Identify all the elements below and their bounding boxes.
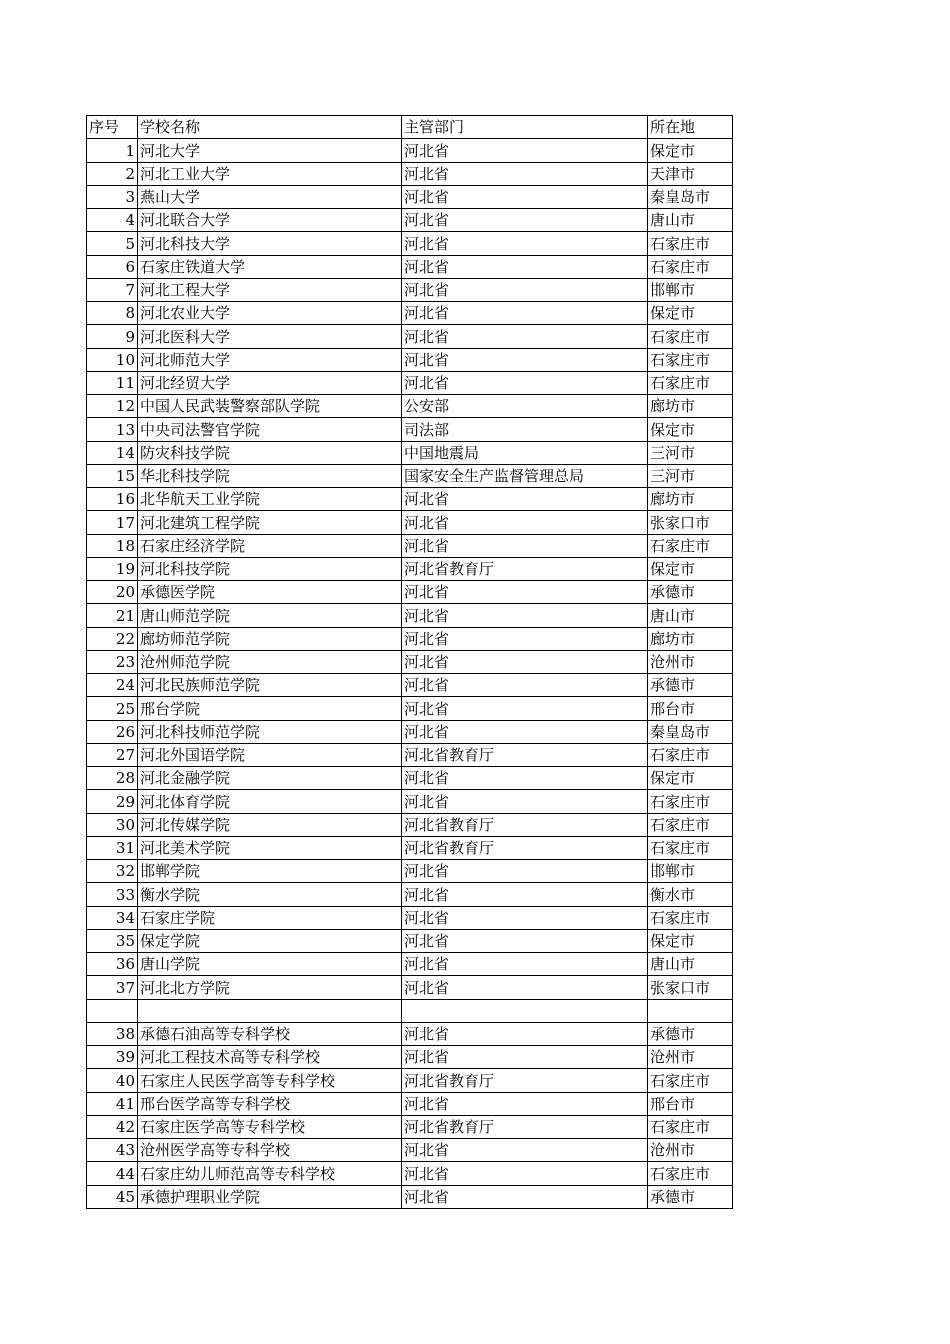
cell-school-name: 保定学院: [138, 929, 402, 952]
cell-number: 43: [87, 1139, 138, 1162]
cell-department: 河北省: [402, 278, 648, 301]
table-row: [87, 209, 733, 232]
cell-number: 25: [87, 697, 138, 720]
table-row: [87, 929, 733, 952]
cell-location: 石家庄市: [648, 325, 733, 348]
cell-location: 石家庄市: [648, 813, 733, 836]
table-body: [87, 139, 733, 1209]
cell-location: 邯郸市: [648, 860, 733, 883]
cell-school-name: 河北传媒学院: [138, 813, 402, 836]
cell-location: 石家庄市: [648, 1115, 733, 1138]
table-row: [87, 836, 733, 859]
cell-location: 秦皇岛市: [648, 720, 733, 743]
table-row: [87, 511, 733, 534]
cell-number: 37: [87, 976, 138, 999]
cell-department: 河北省: [402, 604, 648, 627]
cell-department: 河北省: [402, 534, 648, 557]
cell-department: 中国地震局: [402, 441, 648, 464]
cell-number: 3: [87, 185, 138, 208]
cell-number: [87, 999, 138, 1022]
header-row: [87, 116, 733, 139]
cell-department: 河北省: [402, 929, 648, 952]
cell-location: 石家庄市: [648, 232, 733, 255]
cell-location: 邢台市: [648, 697, 733, 720]
cell-department: 河北省: [402, 325, 648, 348]
table-row: [87, 255, 733, 278]
cell-department: 河北省教育厅: [402, 813, 648, 836]
cell-school-name: 承德护理职业学院: [138, 1185, 402, 1208]
cell-department: [402, 999, 648, 1022]
table-row: [87, 767, 733, 790]
table-row: [87, 1139, 733, 1162]
cell-location: 石家庄市: [648, 836, 733, 859]
cell-number: 35: [87, 929, 138, 952]
cell-location: 石家庄市: [648, 790, 733, 813]
cell-number: 20: [87, 581, 138, 604]
cell-number: 14: [87, 441, 138, 464]
table-row: [87, 1185, 733, 1208]
cell-location: 石家庄市: [648, 534, 733, 557]
cell-school-name: 河北建筑工程学院: [138, 511, 402, 534]
cell-school-name: 河北经贸大学: [138, 371, 402, 394]
cell-school-name: 河北科技学院: [138, 557, 402, 580]
cell-number: 1: [87, 139, 138, 162]
cell-school-name: 燕山大学: [138, 185, 402, 208]
cell-school-name: 河北金融学院: [138, 767, 402, 790]
cell-school-name: [138, 999, 402, 1022]
cell-number: 4: [87, 209, 138, 232]
cell-school-name: 河北民族师范学院: [138, 674, 402, 697]
cell-number: 40: [87, 1069, 138, 1092]
table-row: [87, 674, 733, 697]
cell-department: 河北省: [402, 627, 648, 650]
table-row: [87, 860, 733, 883]
cell-number: 31: [87, 836, 138, 859]
cell-department: 国家安全生产监督管理总局: [402, 464, 648, 487]
table-row: [87, 720, 733, 743]
cell-department: 河北省: [402, 1046, 648, 1069]
table-row: [87, 325, 733, 348]
cell-department: 河北省: [402, 906, 648, 929]
cell-location: 沧州市: [648, 1139, 733, 1162]
cell-department: 河北省: [402, 185, 648, 208]
header-department: 主管部门: [402, 116, 648, 139]
table-row: [87, 534, 733, 557]
cell-school-name: 邢台医学高等专科学校: [138, 1092, 402, 1115]
cell-school-name: 北华航天工业学院: [138, 488, 402, 511]
cell-location: 保定市: [648, 418, 733, 441]
cell-number: 24: [87, 674, 138, 697]
cell-location: 石家庄市: [648, 348, 733, 371]
cell-location: 石家庄市: [648, 1069, 733, 1092]
cell-number: 38: [87, 1022, 138, 1045]
cell-location: 邢台市: [648, 1092, 733, 1115]
cell-department: 河北省: [402, 162, 648, 185]
cell-school-name: 河北美术学院: [138, 836, 402, 859]
cell-location: 石家庄市: [648, 255, 733, 278]
table-row: [87, 302, 733, 325]
cell-school-name: 华北科技学院: [138, 464, 402, 487]
cell-school-name: 河北师范大学: [138, 348, 402, 371]
cell-number: 29: [87, 790, 138, 813]
cell-school-name: 河北科技大学: [138, 232, 402, 255]
table-row: [87, 395, 733, 418]
cell-department: 河北省: [402, 767, 648, 790]
cell-location: 廊坊市: [648, 395, 733, 418]
cell-location: 张家口市: [648, 511, 733, 534]
cell-number: 27: [87, 743, 138, 766]
cell-school-name: 沧州医学高等专科学校: [138, 1139, 402, 1162]
table-row: [87, 1022, 733, 1045]
table-row: [87, 813, 733, 836]
cell-school-name: 承德医学院: [138, 581, 402, 604]
cell-department: 河北省: [402, 1185, 648, 1208]
cell-location: 承德市: [648, 674, 733, 697]
table-row: [87, 650, 733, 673]
cell-department: 河北省教育厅: [402, 743, 648, 766]
table-row: [87, 557, 733, 580]
cell-location: 保定市: [648, 139, 733, 162]
cell-school-name: 河北医科大学: [138, 325, 402, 348]
cell-department: 河北省: [402, 674, 648, 697]
cell-department: 河北省: [402, 1092, 648, 1115]
table-row: [87, 1115, 733, 1138]
cell-number: 41: [87, 1092, 138, 1115]
cell-number: 8: [87, 302, 138, 325]
cell-number: 17: [87, 511, 138, 534]
cell-department: 河北省: [402, 860, 648, 883]
cell-school-name: 石家庄学院: [138, 906, 402, 929]
cell-location: 唐山市: [648, 604, 733, 627]
cell-department: 河北省教育厅: [402, 557, 648, 580]
cell-number: 32: [87, 860, 138, 883]
cell-number: 9: [87, 325, 138, 348]
table-row: [87, 883, 733, 906]
cell-department: 河北省: [402, 209, 648, 232]
table-row: [87, 371, 733, 394]
cell-location: 石家庄市: [648, 743, 733, 766]
cell-location: 三河市: [648, 441, 733, 464]
cell-department: 河北省: [402, 511, 648, 534]
cell-number: 5: [87, 232, 138, 255]
cell-number: 23: [87, 650, 138, 673]
cell-number: 19: [87, 557, 138, 580]
cell-department: 河北省: [402, 1162, 648, 1185]
cell-school-name: 河北外国语学院: [138, 743, 402, 766]
cell-department: 河北省: [402, 139, 648, 162]
cell-number: 11: [87, 371, 138, 394]
cell-location: 衡水市: [648, 883, 733, 906]
cell-number: 10: [87, 348, 138, 371]
table-row: [87, 1046, 733, 1069]
cell-number: 36: [87, 953, 138, 976]
cell-location: 唐山市: [648, 953, 733, 976]
table-row: [87, 232, 733, 255]
cell-school-name: 河北工业大学: [138, 162, 402, 185]
cell-school-name: 河北工程技术高等专科学校: [138, 1046, 402, 1069]
table-row: [87, 627, 733, 650]
cell-school-name: 承德石油高等专科学校: [138, 1022, 402, 1045]
cell-location: 保定市: [648, 767, 733, 790]
cell-location: 邯郸市: [648, 278, 733, 301]
cell-location: 廊坊市: [648, 488, 733, 511]
cell-number: 30: [87, 813, 138, 836]
cell-number: 13: [87, 418, 138, 441]
table-row: [87, 162, 733, 185]
cell-department: 河北省: [402, 976, 648, 999]
table-row: [87, 418, 733, 441]
cell-department: 河北省: [402, 348, 648, 371]
cell-number: 7: [87, 278, 138, 301]
cell-department: 河北省: [402, 720, 648, 743]
cell-school-name: 石家庄经济学院: [138, 534, 402, 557]
cell-location: 保定市: [648, 302, 733, 325]
cell-location: 天津市: [648, 162, 733, 185]
cell-department: 河北省: [402, 255, 648, 278]
cell-number: 22: [87, 627, 138, 650]
table-row: [87, 697, 733, 720]
cell-number: 16: [87, 488, 138, 511]
table-row: [87, 1162, 733, 1185]
cell-location: 承德市: [648, 581, 733, 604]
cell-department: 河北省: [402, 883, 648, 906]
cell-number: 34: [87, 906, 138, 929]
cell-department: 河北省: [402, 650, 648, 673]
cell-department: 公安部: [402, 395, 648, 418]
cell-school-name: 河北农业大学: [138, 302, 402, 325]
table-row: [87, 348, 733, 371]
cell-school-name: 廊坊师范学院: [138, 627, 402, 650]
cell-location: 保定市: [648, 929, 733, 952]
cell-location: 石家庄市: [648, 371, 733, 394]
table-row: [87, 976, 733, 999]
cell-school-name: 石家庄幼儿师范高等专科学校: [138, 1162, 402, 1185]
cell-number: 42: [87, 1115, 138, 1138]
cell-school-name: 河北大学: [138, 139, 402, 162]
cell-location: 廊坊市: [648, 627, 733, 650]
cell-school-name: 石家庄铁道大学: [138, 255, 402, 278]
cell-location: 承德市: [648, 1022, 733, 1045]
cell-number: 2: [87, 162, 138, 185]
cell-location: 石家庄市: [648, 906, 733, 929]
cell-school-name: 中国人民武装警察部队学院: [138, 395, 402, 418]
cell-location: [648, 999, 733, 1022]
schools-table: [86, 115, 733, 1209]
cell-school-name: 河北工程大学: [138, 278, 402, 301]
cell-school-name: 河北北方学院: [138, 976, 402, 999]
cell-school-name: 邯郸学院: [138, 860, 402, 883]
cell-number: 6: [87, 255, 138, 278]
cell-location: 三河市: [648, 464, 733, 487]
cell-school-name: 邢台学院: [138, 697, 402, 720]
cell-number: 15: [87, 464, 138, 487]
cell-number: 28: [87, 767, 138, 790]
cell-number: 45: [87, 1185, 138, 1208]
cell-department: 河北省: [402, 1139, 648, 1162]
cell-number: 26: [87, 720, 138, 743]
cell-department: 河北省: [402, 790, 648, 813]
table-row: [87, 1092, 733, 1115]
table-row: [87, 464, 733, 487]
table-row: [87, 906, 733, 929]
cell-number: 12: [87, 395, 138, 418]
cell-location: 沧州市: [648, 1046, 733, 1069]
cell-school-name: 沧州师范学院: [138, 650, 402, 673]
cell-department: 河北省教育厅: [402, 1069, 648, 1092]
cell-number: 33: [87, 883, 138, 906]
cell-department: 河北省: [402, 371, 648, 394]
cell-department: 河北省: [402, 302, 648, 325]
table-row: [87, 278, 733, 301]
table-row: [87, 185, 733, 208]
cell-department: 河北省: [402, 953, 648, 976]
cell-location: 唐山市: [648, 209, 733, 232]
cell-school-name: 中央司法警官学院: [138, 418, 402, 441]
table-row: [87, 953, 733, 976]
cell-school-name: 石家庄医学高等专科学校: [138, 1115, 402, 1138]
cell-department: 河北省: [402, 581, 648, 604]
cell-number: 39: [87, 1046, 138, 1069]
header-location: 所在地: [648, 116, 733, 139]
cell-number: 21: [87, 604, 138, 627]
table-row: [87, 488, 733, 511]
header-school-name: 学校名称: [138, 116, 402, 139]
cell-school-name: 石家庄人民医学高等专科学校: [138, 1069, 402, 1092]
cell-school-name: 河北联合大学: [138, 209, 402, 232]
cell-department: 河北省: [402, 488, 648, 511]
cell-school-name: 唐山师范学院: [138, 604, 402, 627]
cell-location: 保定市: [648, 557, 733, 580]
cell-department: 河北省: [402, 697, 648, 720]
cell-location: 石家庄市: [648, 1162, 733, 1185]
cell-location: 沧州市: [648, 650, 733, 673]
cell-department: 河北省教育厅: [402, 836, 648, 859]
cell-department: 河北省: [402, 1022, 648, 1045]
header-no: 序号: [87, 116, 138, 139]
cell-number: 44: [87, 1162, 138, 1185]
cell-location: 秦皇岛市: [648, 185, 733, 208]
cell-school-name: 河北体育学院: [138, 790, 402, 813]
cell-school-name: 唐山学院: [138, 953, 402, 976]
table-row: [87, 1069, 733, 1092]
cell-department: 司法部: [402, 418, 648, 441]
table-row: [87, 441, 733, 464]
table-row: [87, 999, 733, 1022]
table-row: [87, 581, 733, 604]
cell-school-name: 防灾科技学院: [138, 441, 402, 464]
cell-department: 河北省教育厅: [402, 1115, 648, 1138]
cell-school-name: 衡水学院: [138, 883, 402, 906]
cell-location: 承德市: [648, 1185, 733, 1208]
cell-location: 张家口市: [648, 976, 733, 999]
table-row: [87, 139, 733, 162]
table-row: [87, 743, 733, 766]
cell-department: 河北省: [402, 232, 648, 255]
cell-number: 18: [87, 534, 138, 557]
cell-school-name: 河北科技师范学院: [138, 720, 402, 743]
table-row: [87, 790, 733, 813]
table-row: [87, 604, 733, 627]
